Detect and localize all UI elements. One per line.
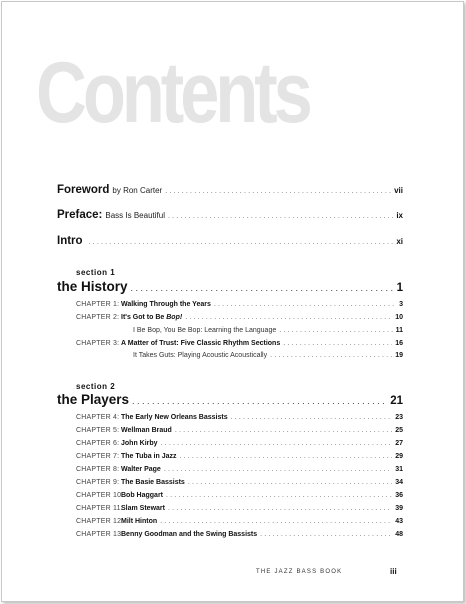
page-number: 48 (395, 531, 403, 538)
footer-book-title: THE JAZZ BASS BOOK (256, 569, 343, 575)
front-matter-row (57, 235, 403, 247)
chapter-row (76, 505, 403, 512)
chapter-row (76, 453, 403, 460)
front-matter-lead: Preface: (57, 209, 103, 221)
page-number: 29 (395, 453, 403, 460)
section-heading-row (57, 279, 403, 294)
section-heading-row (57, 392, 403, 407)
chapter-label: CHAPTER 1: (76, 301, 120, 308)
chapter-label: CHAPTER 6: (76, 440, 120, 447)
chapter-title: Milt Hinton (121, 518, 158, 525)
chapter-label: CHAPTER 11: (76, 505, 123, 512)
leader-dots (283, 340, 392, 347)
subsection-title: I Be Bop, You Be Bop: Learning the Language (133, 327, 277, 334)
chapter-row (76, 531, 403, 538)
chapter-label: CHAPTER 5: (76, 427, 120, 434)
leader-dots (231, 414, 393, 421)
leader-dots (270, 352, 392, 359)
subsection-row (133, 327, 403, 334)
leader-dots (132, 396, 387, 406)
front-matter-sub: Bass Is Beautiful (105, 211, 165, 220)
page-number: 43 (395, 518, 403, 525)
page-number: 3 (399, 301, 403, 308)
page-number: 36 (395, 492, 403, 499)
front-matter-lead: Intro (57, 235, 83, 247)
page-number: 34 (395, 479, 403, 486)
chapter-title: Bob Haggart (121, 492, 163, 499)
contents-title: Contents (36, 45, 309, 141)
chapter-row (76, 440, 403, 447)
leader-dots (161, 440, 393, 447)
chapter-label: CHAPTER 10: (76, 492, 124, 499)
page-number: 10 (395, 314, 403, 321)
chapter-label: CHAPTER 2: (76, 314, 120, 321)
chapter-row (76, 314, 403, 321)
leader-dots (260, 531, 392, 538)
page-number: 11 (395, 327, 403, 334)
page-number: 25 (395, 427, 403, 434)
page-number: 23 (395, 414, 403, 421)
subsection-title: It Takes Guts: Playing Acoustic Acoustically (133, 352, 268, 359)
chapter-row (76, 466, 403, 473)
page-number: vii (394, 186, 403, 195)
page-number: 16 (395, 340, 403, 347)
chapter-label: CHAPTER 3: (76, 340, 120, 347)
section-label: section 2 (76, 382, 116, 391)
section-title: the History (57, 279, 128, 294)
leader-dots (180, 453, 393, 460)
front-matter-lead: Foreword (57, 184, 110, 196)
section-title: the Players (57, 392, 130, 407)
leader-dots (175, 427, 392, 434)
chapter-row (76, 414, 403, 421)
chapter-row (76, 479, 403, 486)
front-matter-row (57, 209, 403, 221)
leader-dots (168, 213, 393, 220)
chapter-title: The Basie Bassists (121, 479, 185, 486)
page-number: 27 (395, 440, 403, 447)
chapter-row (76, 340, 403, 347)
chapter-title: Walter Page (121, 466, 161, 473)
chapter-label: CHAPTER 12: (76, 518, 124, 525)
leader-dots (188, 479, 392, 486)
front-matter-sub: by Ron Carter (112, 186, 163, 195)
chapter-label: CHAPTER 8: (76, 466, 120, 473)
chapter-label: CHAPTER 7: (76, 453, 120, 460)
chapter-title: Slam Stewart (121, 505, 165, 512)
leader-dots (214, 301, 396, 308)
leader-dots (168, 505, 392, 512)
book-page (1, 1, 464, 602)
chapter-title: Benny Goodman and the Swing Bassists (121, 531, 258, 538)
front-matter-row (57, 184, 403, 196)
chapter-title: A Matter of Trust: Five Classic Rhythm Sections (121, 340, 281, 347)
page-number: ix (396, 211, 403, 220)
chapter-title: John Kirby (121, 440, 158, 447)
subsection-row (133, 352, 403, 359)
section-label: section 1 (76, 268, 116, 277)
chapter-title: Walking Through the Years (121, 301, 211, 308)
chapter-title: The Tuba in Jazz (121, 453, 177, 460)
leader-dots (89, 239, 394, 246)
chapter-title: It's Got to Be Bop! (121, 314, 183, 321)
chapter-row (76, 301, 403, 308)
leader-dots (165, 188, 391, 195)
leader-dots (279, 327, 392, 334)
page-number: 39 (395, 505, 403, 512)
page-number: xi (396, 237, 403, 246)
chapter-label: CHAPTER 4: (76, 414, 120, 421)
page-number: 19 (395, 352, 403, 359)
chapter-row (76, 492, 403, 499)
chapter-label: CHAPTER 13: (76, 531, 124, 538)
chapter-row (76, 518, 403, 525)
leader-dots (164, 466, 392, 473)
leader-dots (160, 518, 392, 525)
chapter-title: The Early New Orleans Bassists (121, 414, 228, 421)
leader-dots (166, 492, 392, 499)
page-number: 31 (395, 466, 403, 473)
section-page-number: 21 (390, 395, 403, 407)
chapter-label: CHAPTER 9: (76, 479, 120, 486)
chapter-row (76, 427, 403, 434)
section-page-number: 1 (396, 282, 403, 294)
leader-dots (131, 283, 394, 293)
chapter-title: Wellman Braud (121, 427, 172, 434)
footer-page-number: iii (390, 567, 397, 576)
leader-dots (185, 314, 392, 321)
